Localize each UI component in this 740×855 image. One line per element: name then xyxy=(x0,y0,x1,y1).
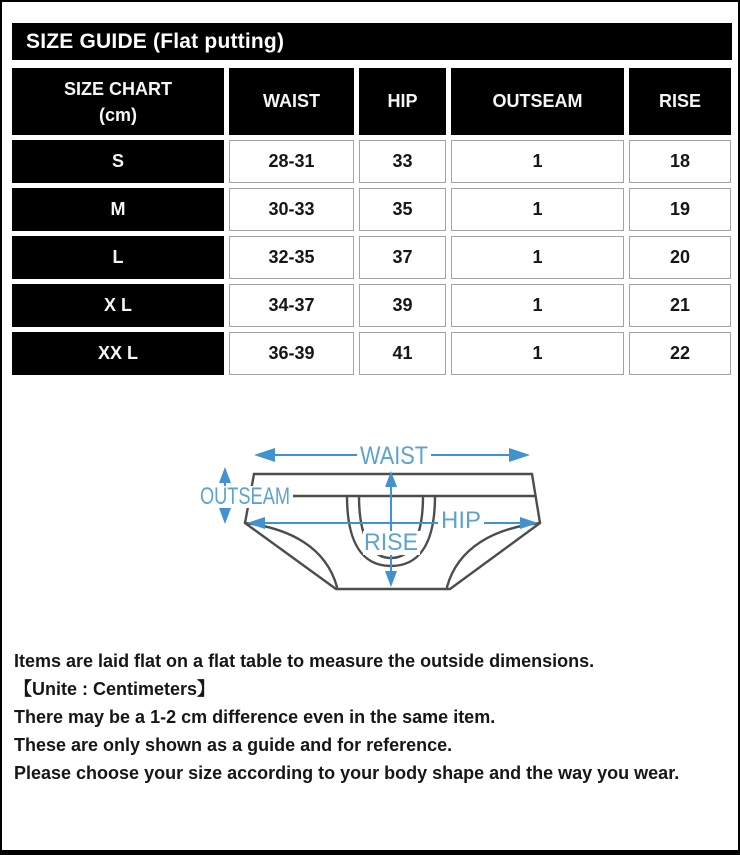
table-row xyxy=(12,236,731,279)
cell-outseam: 1 xyxy=(451,284,624,327)
note-line: Items are laid flat on a flat table to measure the outside dimensions. xyxy=(14,651,595,671)
cell-outseam: 1 xyxy=(451,188,624,231)
note-line: Please choose your size according to your body shape and the way you wear. xyxy=(14,763,680,783)
cell-rise: 20 xyxy=(629,236,731,279)
table-row xyxy=(12,188,731,231)
size-chart-table xyxy=(7,63,736,380)
cell-waist: 28-31 xyxy=(229,140,354,183)
column-header-hip: HIP xyxy=(359,68,446,135)
column-header-waist: WAIST xyxy=(229,68,354,135)
cell-rise: 22 xyxy=(629,332,731,375)
cell-rise: 21 xyxy=(629,284,731,327)
cell-waist: 30-33 xyxy=(229,188,354,231)
size-label-xxl: XX L xyxy=(12,332,224,375)
table-corner-header xyxy=(12,68,224,135)
measurement-notes xyxy=(14,647,698,787)
hip-label: HIP xyxy=(441,507,481,534)
outseam-label: OUTSEAM xyxy=(200,483,290,510)
column-header-rise: RISE xyxy=(629,68,731,135)
cell-waist: 36-39 xyxy=(229,332,354,375)
cell-outseam: 1 xyxy=(451,236,624,279)
cell-rise: 18 xyxy=(629,140,731,183)
cell-waist: 34-37 xyxy=(229,284,354,327)
table-row xyxy=(12,140,731,183)
column-header-outseam: OUTSEAM xyxy=(451,68,624,135)
cell-outseam: 1 xyxy=(451,332,624,375)
cell-hip: 39 xyxy=(359,284,446,327)
cell-hip: 35 xyxy=(359,188,446,231)
size-label-s: S xyxy=(12,140,224,183)
note-line: There may be a 1-2 cm difference even in the same item. xyxy=(14,707,496,727)
note-line: These are only shown as a guide and for reference. xyxy=(14,735,453,755)
page-title: SIZE GUIDE (Flat putting) xyxy=(12,23,732,60)
cell-rise: 19 xyxy=(629,188,731,231)
cell-hip: 37 xyxy=(359,236,446,279)
cell-hip: 33 xyxy=(359,140,446,183)
size-label-xl: X L xyxy=(12,284,224,327)
rise-label: RISE xyxy=(364,529,418,556)
header-row xyxy=(12,68,731,135)
size-label-l: L xyxy=(12,236,224,279)
cell-waist: 32-35 xyxy=(229,236,354,279)
hip-arrow xyxy=(247,517,538,529)
corner-line-2: (cm) xyxy=(98,104,137,125)
waist-label: WAIST xyxy=(360,442,428,470)
measurement-diagram xyxy=(2,397,740,642)
table-row xyxy=(12,284,731,327)
cell-hip: 41 xyxy=(359,332,446,375)
table-row xyxy=(12,332,731,375)
note-line: 【Unite : Centimeters】 xyxy=(14,679,216,699)
corner-line-1: SIZE CHART xyxy=(64,78,172,99)
size-label-m: M xyxy=(12,188,224,231)
cell-outseam: 1 xyxy=(451,140,624,183)
